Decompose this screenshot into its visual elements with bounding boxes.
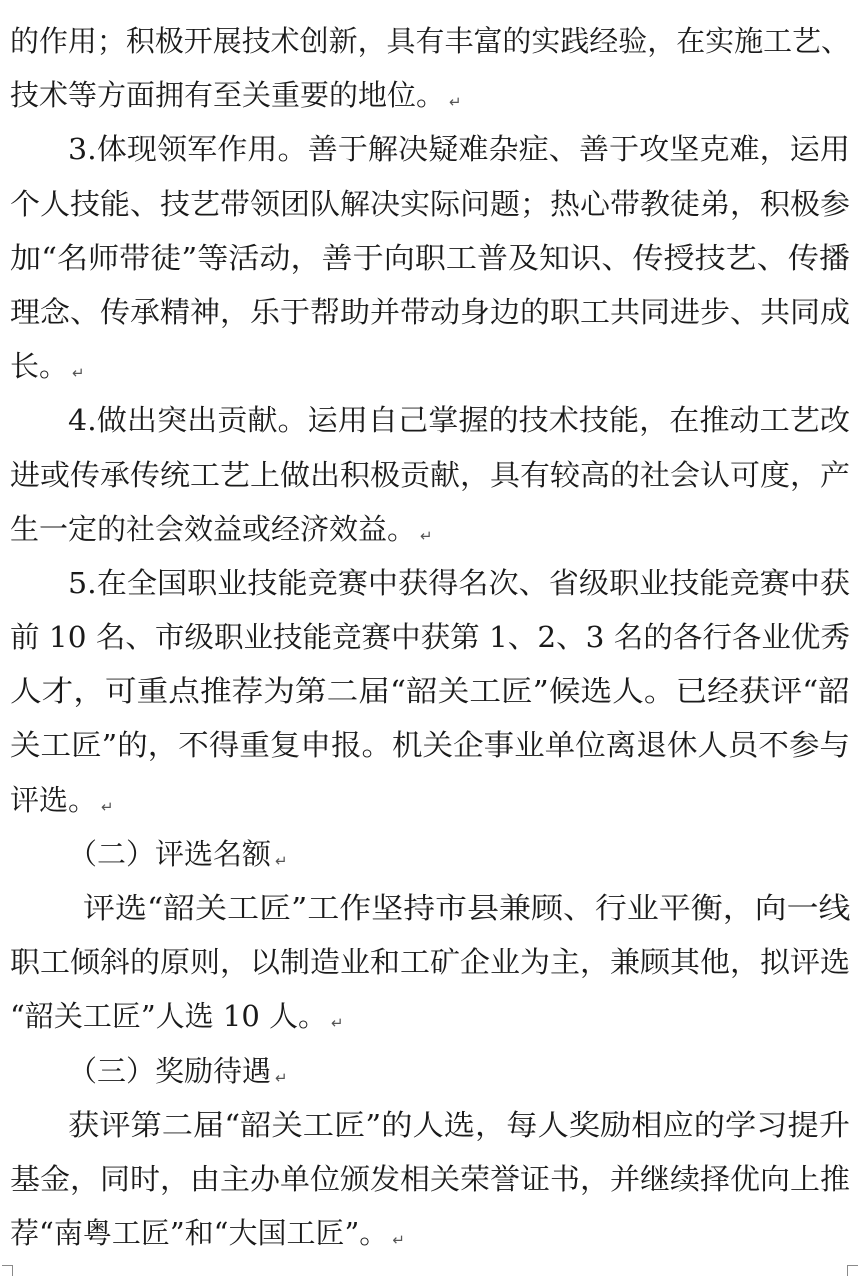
text-line (10, 881, 850, 935)
text-line (10, 502, 850, 556)
line-text: 人才，可重点推荐为第二届“韶关工匠”候选人。已经获评“韶 (10, 674, 850, 709)
paragraph-mark-icon: ↵ (420, 526, 433, 545)
line-text: 评选“韶关工匠”工作坚持市县兼顾、行业平衡，向一线 (82, 891, 851, 925)
text-line (10, 1206, 850, 1260)
text-line (10, 1098, 850, 1152)
text-line (10, 339, 850, 393)
line-text: 4.做出突出贡献。运用自己掌握的技术技能，在推动工艺改 (68, 403, 851, 438)
line-text: 3.体现领军作用。善于解决疑难杂症、善于攻坚克难，运用 (68, 132, 851, 167)
paragraph-mark-icon: ↵ (392, 1231, 405, 1250)
line-text: 加“名师带徒”等活动，善于向职工普及知识、传授技艺、传播 (10, 240, 851, 275)
paragraph-mark-icon: ↵ (275, 1068, 288, 1087)
text-line (10, 1152, 850, 1206)
text-line (10, 231, 850, 285)
crop-mark-bottom-left (2, 1265, 13, 1276)
line-text: 获评第二届“韶关工匠”的人选，每人奖励相应的学习提升 (68, 1107, 850, 1142)
crop-mark-bottom-right (847, 1265, 858, 1276)
line-text: 职工倾斜的原则，以制造业和工矿企业为主，兼顾其他，拟评选 (10, 945, 851, 980)
text-line (10, 177, 850, 231)
paragraph-mark-icon: ↵ (275, 851, 288, 870)
text-line (10, 718, 850, 772)
line-text: 技术等方面拥有至关重要的地位。 (10, 78, 446, 113)
text-line (10, 773, 850, 827)
text-line (10, 68, 850, 122)
line-text: （二）评选名额 (68, 836, 272, 871)
text-line (10, 448, 850, 502)
text-line (10, 14, 850, 68)
line-text: 进或传承传统工艺上做出积极贡献，具有较高的社会认可度，产 (10, 457, 851, 492)
line-text: 的作用；积极开展技术创新，具有丰富的实践经验，在实施工艺、 (10, 24, 851, 58)
text-line (10, 1044, 850, 1098)
text-line (10, 827, 850, 881)
line-text: 长。 (10, 349, 69, 384)
text-line (10, 285, 850, 339)
line-text: 理念、传承精神，乐于帮助并带动身边的职工共同进步、共同成 (10, 294, 851, 329)
line-text: 个人技能、技艺带领团队解决实际问题；热心带教徒弟，积极参 (10, 186, 851, 221)
text-line (10, 989, 850, 1043)
line-text: 评选。 (10, 782, 98, 817)
line-text: 前 10 名、市级职业技能竞赛中获第 1、2、3 名的各行各业优秀 (10, 620, 850, 655)
line-text: 荐“南粤工匠”和“大国工匠”。 (10, 1216, 389, 1251)
line-text: （三）奖励待遇 (68, 1053, 272, 1088)
line-text: 关工匠”的，不得重复申报。机关企事业单位离退休人员不参与 (10, 728, 851, 763)
paragraph-mark-icon: ↵ (331, 1014, 344, 1033)
document-body (10, 14, 850, 1260)
paragraph-mark-icon: ↵ (101, 797, 114, 816)
text-line (10, 935, 850, 989)
text-line (10, 393, 850, 447)
line-text: 基金，同时，由主办单位颁发相关荣誉证书，并继续择优向上推 (10, 1161, 851, 1196)
paragraph-mark-icon: ↵ (72, 364, 85, 383)
text-line (10, 556, 850, 610)
line-text: 生一定的社会效益或经济效益。 (10, 511, 417, 546)
text-line (10, 122, 850, 176)
text-line (10, 610, 850, 664)
paragraph-mark-icon: ↵ (449, 93, 462, 112)
line-text: 5.在全国职业技能竞赛中获得名次、省级职业技能竞赛中获 (68, 565, 851, 600)
text-line (10, 664, 850, 718)
line-text: “韶关工匠”人选 10 人。 (10, 999, 327, 1034)
